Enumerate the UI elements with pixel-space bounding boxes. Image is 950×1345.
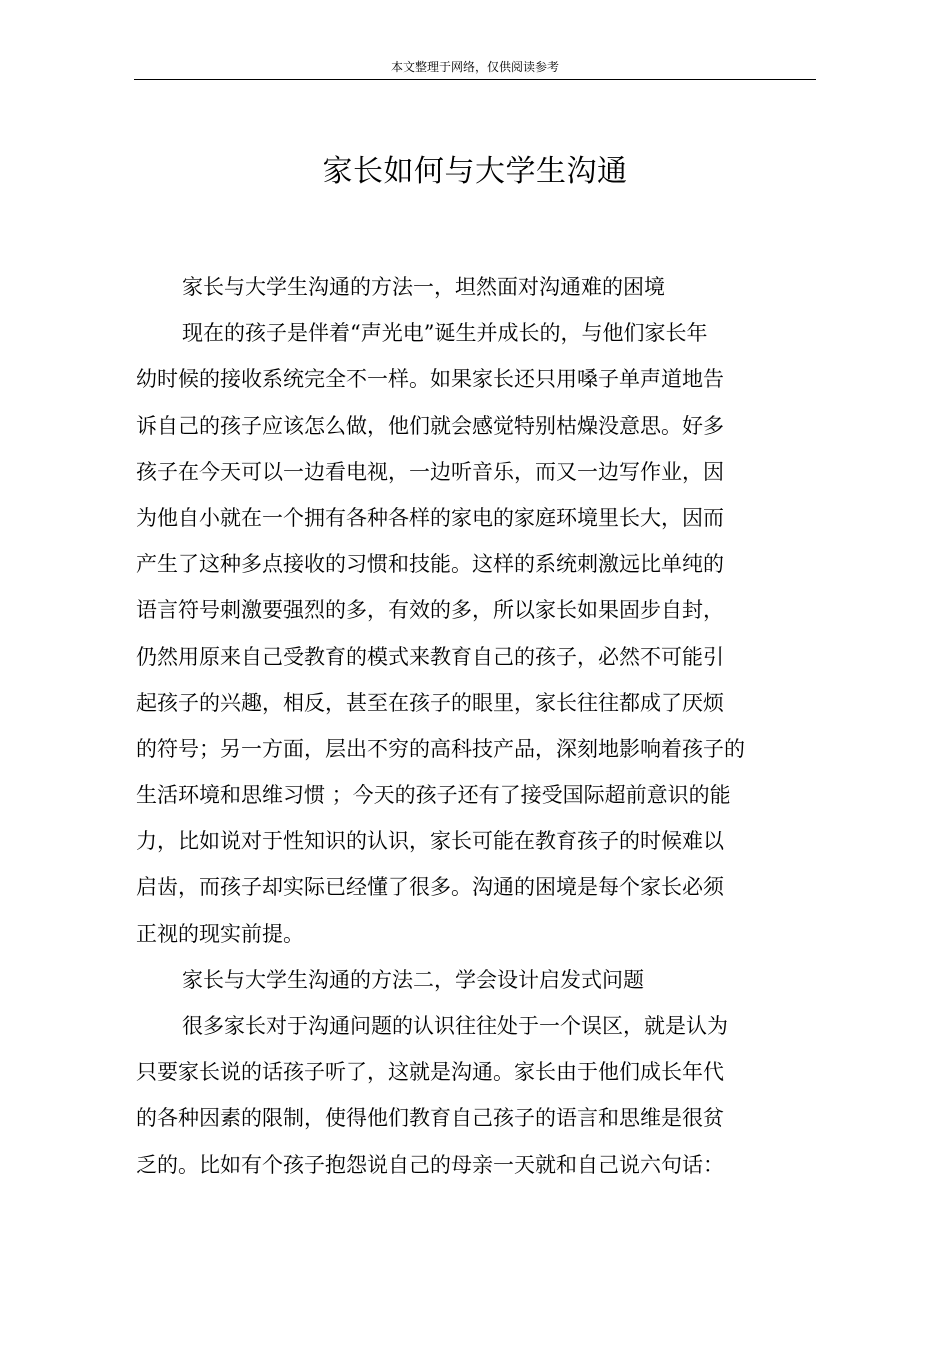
paragraph-line: 仍然用原来自己受教育的模式来教育自己的孩子，必然不可能引: [136, 644, 724, 669]
paragraph-line: 只要家长说的话孩子听了，这就是沟通。家长由于他们成长年代: [136, 1060, 724, 1085]
header-note: 本文整理于网络，仅供阅读参考: [390, 60, 559, 74]
paragraph-line: 幼时候的接收系统完全不一样。如果家长还只用嗓子单声道地告: [136, 367, 724, 392]
paragraph-line: 的各种因素的限制，使得他们教育自己孩子的语言和思维是很贫: [136, 1106, 724, 1131]
paragraph-line: 生活环境和思维习惯 ；今天的孩子还有了接受国际超前意识的能: [136, 783, 731, 808]
paragraph-line: 诉自己的孩子应该怎么做，他们就会感觉特别枯燥没意思。好多: [136, 413, 724, 438]
paragraph-line: 起孩子的兴趣，相反，甚至在孩子的眼里，家长往往都成了厌烦: [136, 690, 724, 715]
paragraph-line: 的符号；另一方面，层出不穷的高科技产品，深刻地影响着孩子的: [136, 736, 745, 761]
paragraph-line: 很多家长对于沟通问题的认识往往处于一个误区，就是认为: [182, 1014, 728, 1038]
header-divider: [134, 79, 816, 80]
paragraph-line: 启齿，而孩子却实际已经懂了很多。沟通的困境是每个家长必须: [136, 875, 724, 900]
document-body: [136, 264, 766, 1188]
paragraph-line: 力，比如说对于性知识的认识，家长可能在教育孩子的时候难以: [136, 829, 724, 854]
paragraph-line: 孩子在今天可以一边看电视，一边听音乐，而又一边写作业，因: [136, 459, 724, 484]
section-heading: 家长与大学生沟通的方法二，学会设计启发式问题: [182, 967, 644, 992]
paragraph-line: 语言符号刺激要强烈的多，有效的多，所以家长如果固步自封，: [136, 598, 724, 623]
paragraph-line: 乏的。比如有个孩子抱怨说自己的母亲一天就和自己说六句话：: [136, 1152, 724, 1177]
section-heading: 家长与大学生沟通的方法一，坦然面对沟通难的困境: [182, 275, 665, 299]
paragraph-line: 正视的现实前提。: [136, 921, 304, 946]
paragraph-line: 为他自小就在一个拥有各种各样的家电的家庭环境里长大，因而: [136, 505, 724, 530]
document-title: 家长如何与大学生沟通: [322, 154, 628, 189]
paragraph-line: 产生了这种多点接收的习惯和技能。这样的系统刺激远比单纯的: [136, 552, 724, 577]
paragraph-line: 现在的孩子是伴着“声光电”诞生并成长的，与他们家长年: [182, 321, 708, 346]
